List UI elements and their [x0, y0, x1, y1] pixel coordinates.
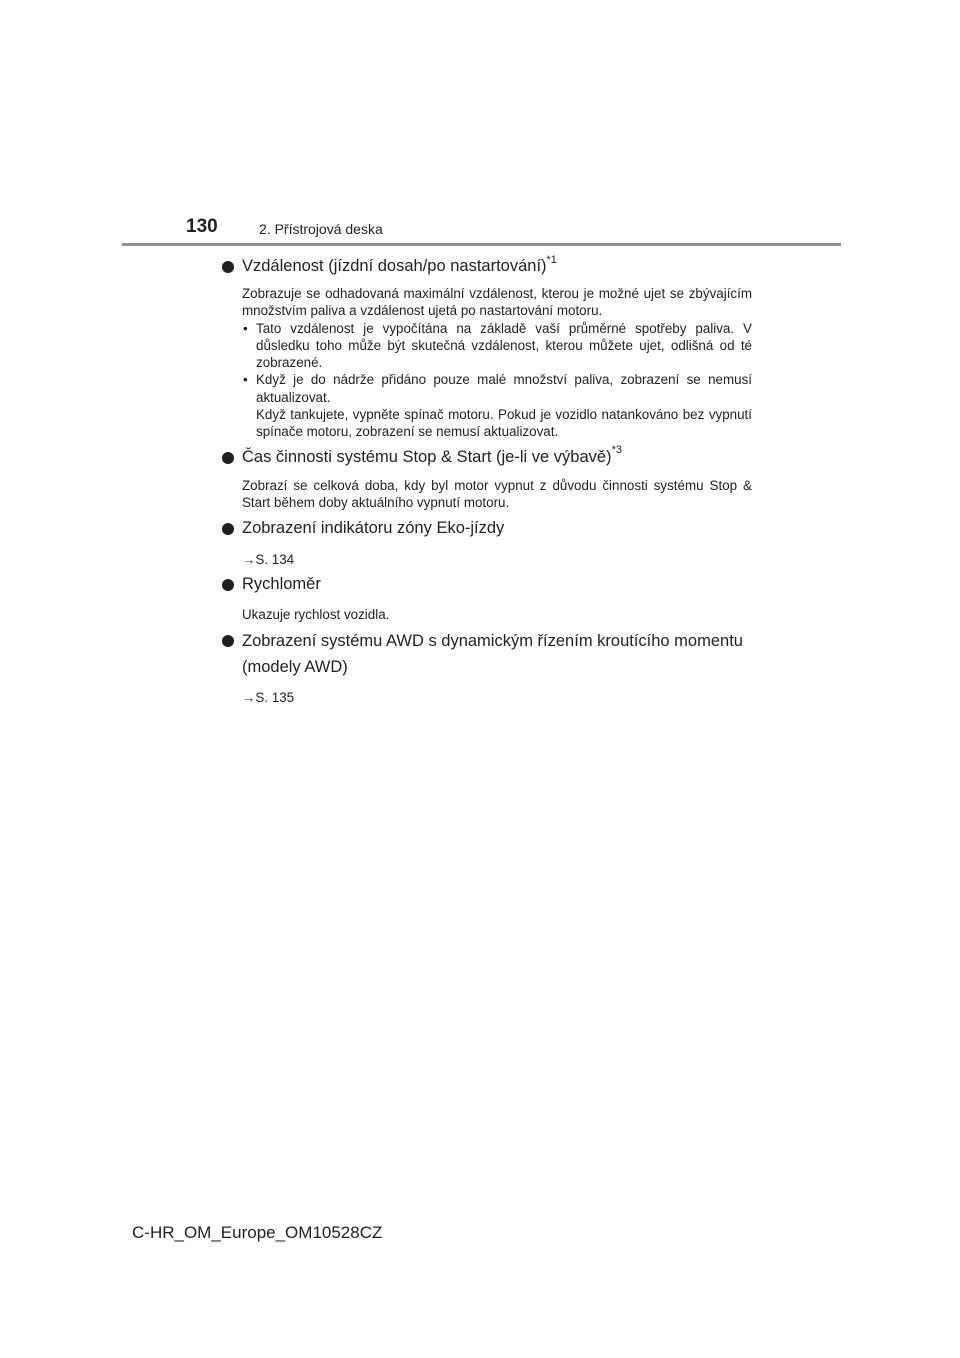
note-text: Tato vzdálenost je vypočítána na základě vaší průměrné spotřeby paliva. V důsledku toho může být skutečná vzdálenost, kterou můžete ujet, odlišná od té zobrazené.: [256, 320, 752, 371]
item-paragraph: Ukazuje rychlost vozidla.: [242, 607, 390, 623]
item-paragraph: Zobrazí se celková doba, kdy byl motor vypnut z důvodu činnosti systému Stop & Start během doby aktuálního vypnutí motoru.: [242, 477, 752, 510]
heading-label: Zobrazení indikátoru zóny Eko-jízdy: [242, 519, 505, 538]
bullet-icon: [222, 635, 234, 647]
content-area: [222, 250, 752, 706]
heading-label: Čas činnosti systému Stop & Start (je-li ve výbavě): [242, 447, 612, 466]
item-heading: [222, 254, 752, 278]
item-heading: [222, 445, 752, 469]
item-body: [242, 285, 752, 441]
page-reference: →S. 135: [242, 689, 295, 705]
item-body: [242, 477, 752, 512]
item-eco-zone: [222, 516, 752, 568]
note-text: Když je do nádrže přidáno pouze malé množství paliva, zobrazení se nemusí aktualizovat.: [256, 372, 752, 405]
item-paragraph: Zobrazuje se odhadovaná maximální vzdálenost, kterou je možné ujet se zbývajícím množstvím paliva a vzdálenost ujetá po nastartování motoru.: [242, 286, 752, 319]
page-header: [0, 0, 960, 250]
page-reference: →S. 134: [242, 552, 295, 568]
heading-label: Zobrazení systému AWD s dynamickým řízením kroutícího momentu (modely AWD): [242, 631, 743, 676]
item-heading: [222, 628, 752, 680]
bullet-icon: [222, 261, 234, 273]
heading-label: Rychloměr: [242, 575, 321, 594]
item-distance: [222, 254, 752, 441]
item-heading-text: [242, 254, 557, 278]
bullet-icon: [222, 579, 234, 591]
heading-label: Vzdálenost (jízdní dosah/po nastartování): [242, 257, 547, 275]
item-speedometer: [222, 572, 752, 623]
item-stop-start-time: [222, 445, 752, 512]
item-heading: [222, 516, 752, 540]
section-title: 2. Přístrojová deska: [259, 221, 383, 237]
note-bullet: •: [243, 372, 248, 388]
note-text-continued: Když tankujete, vypněte spínač motoru. Pokud je vozidlo natankováno bez vypnutí spínače motoru, zobrazení se nemusí aktualizovat.: [256, 407, 752, 440]
footnote-marker: *1: [546, 253, 557, 266]
document-code: C-HR_OM_Europe_OM10528CZ: [132, 1223, 383, 1242]
note-item: [242, 320, 752, 372]
bullet-icon: [222, 523, 234, 535]
item-awd-display: [222, 628, 752, 706]
footnote-marker: *3: [611, 444, 622, 457]
item-heading-text: [242, 445, 622, 469]
note-item: [242, 371, 752, 440]
bullet-icon: [222, 452, 234, 464]
item-heading: [222, 572, 752, 596]
note-bullet: •: [243, 320, 248, 336]
item-body: [242, 606, 752, 623]
page-number: 130: [186, 216, 218, 237]
header-divider: [122, 243, 841, 246]
note-list: [242, 320, 752, 441]
